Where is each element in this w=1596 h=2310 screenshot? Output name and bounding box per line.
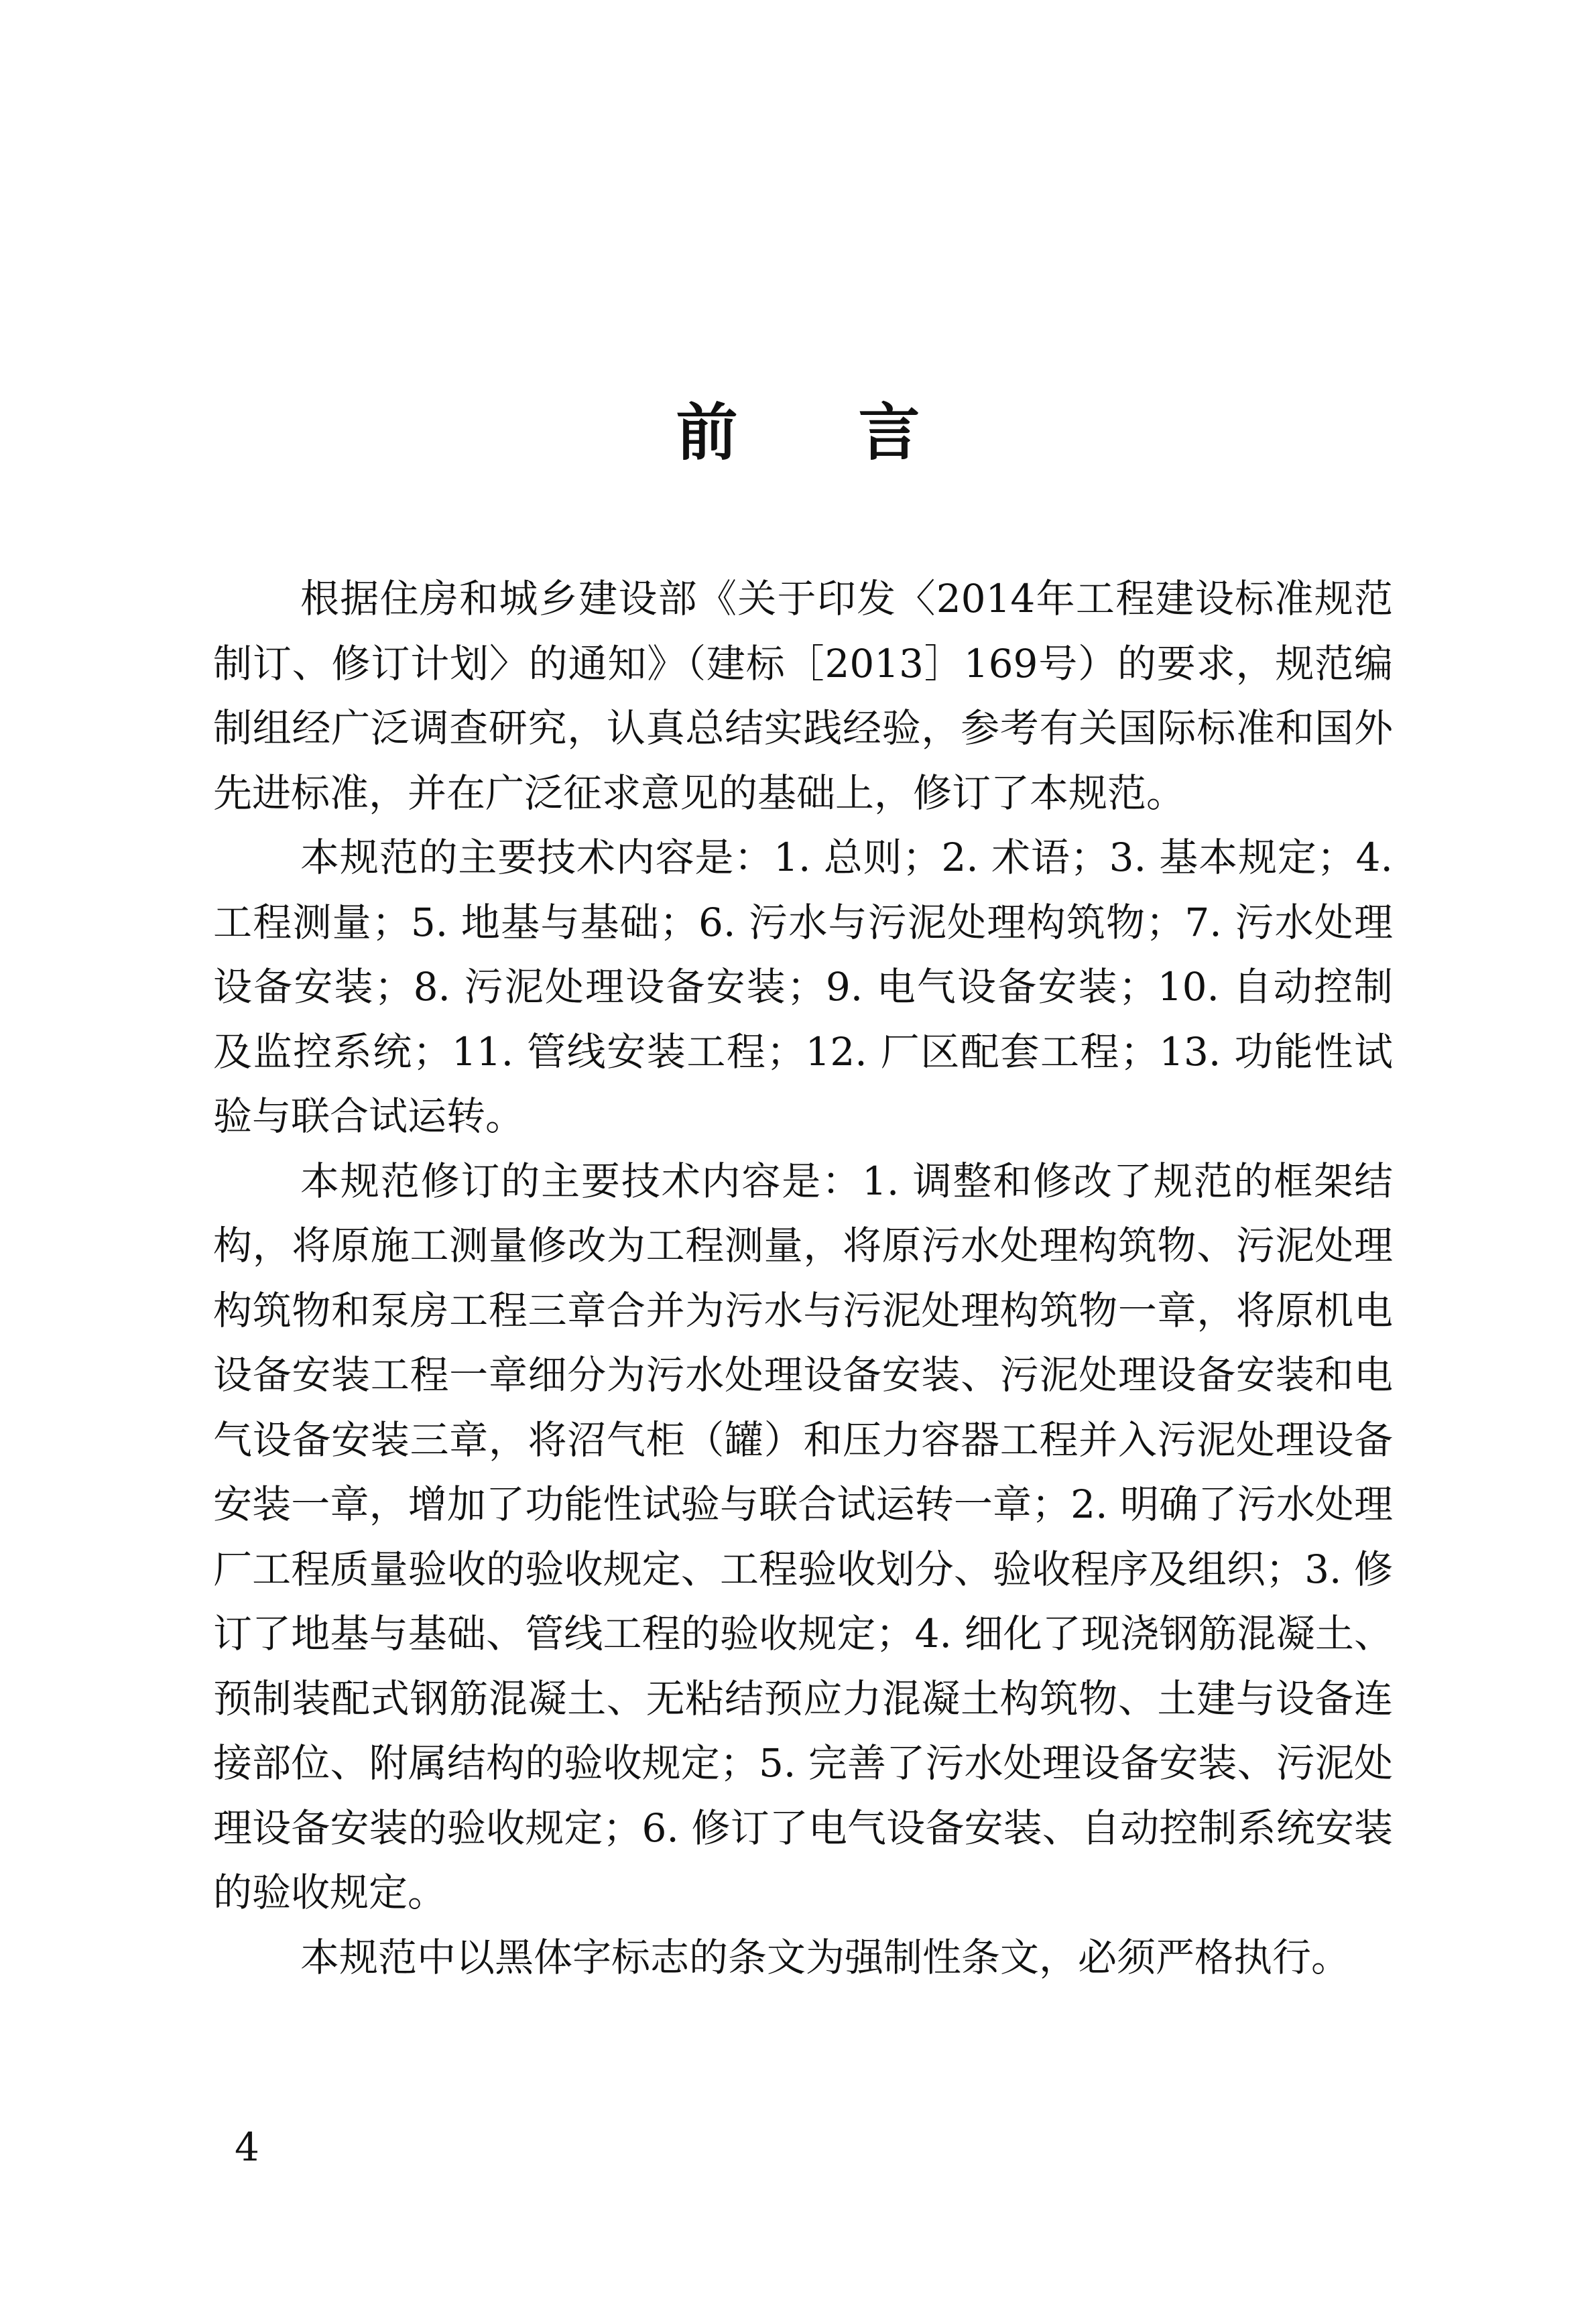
page-title (0, 392, 1596, 473)
paragraph-main-content: 本规范的主要技术内容是：1. 总则；2. 术语；3. 基本规定；4. 工程测量；5. 地基与基础；6. 污水与污泥处理构筑物；7. 污水处理设备安装；8. 污泥处理设备安装；9. 电气设备安装；10. 自动控制及监控系统；11. 管线安装工程；12. 厂区配套工程；13. 功能性试验与联合试运转。 (213, 835, 1393, 1139)
paragraph-revision-content: 本规范修订的主要技术内容是：1. 调整和修改了规范的框架结构，将原施工测量修改为工程测量，将原污水处理构筑物、污泥处理构筑物和泵房工程三章合并为污水与污泥处理构筑物一章，将原机电设备安装工程一章细分为污水处理设备安装、污泥处理设备安装和电气设备安装三章，将沼气柜（罐）和压力容器工程并入污泥处理设备安装一章，增加了功能性试验与联合试运转一章；2. 明确了污水处理厂工程质量验收的验收规定、工程验收划分、验收程序及组织；3. 修订了地基与基础、管线工程的验收规定；4. 细化了现浇钢筋混凝土、预制装配式钢筋混凝土、无粘结预应力混凝土构筑物、土建与设备连接部位、附属结构的验收规定；5. 完善了污水处理设备安装、污泥处理设备安装的验收规定；6. 修订了电气设备安装、自动控制系统安装的验收规定。 (213, 1158, 1393, 1915)
page-number: 4 (235, 2124, 259, 2170)
page-title-part-1: 前 (676, 396, 738, 469)
paragraph-mandatory-clauses: 本规范中以黑体字标志的条文为强制性条文，必须严格执行。 (300, 1934, 1351, 1980)
page-title-part-2: 言 (858, 396, 920, 469)
preface-body (213, 566, 1393, 1990)
paragraph-basis: 根据住房和城乡建设部《关于印发〈2014年工程建设标准规范制订、修订计划〉的通知》（建标［2013］169号）的要求，规范编制组经广泛调查研究，认真总结实践经验，参考有关国际标准和国外先进标准，并在广泛征求意见的基础上，修订了本规范。 (213, 576, 1393, 816)
